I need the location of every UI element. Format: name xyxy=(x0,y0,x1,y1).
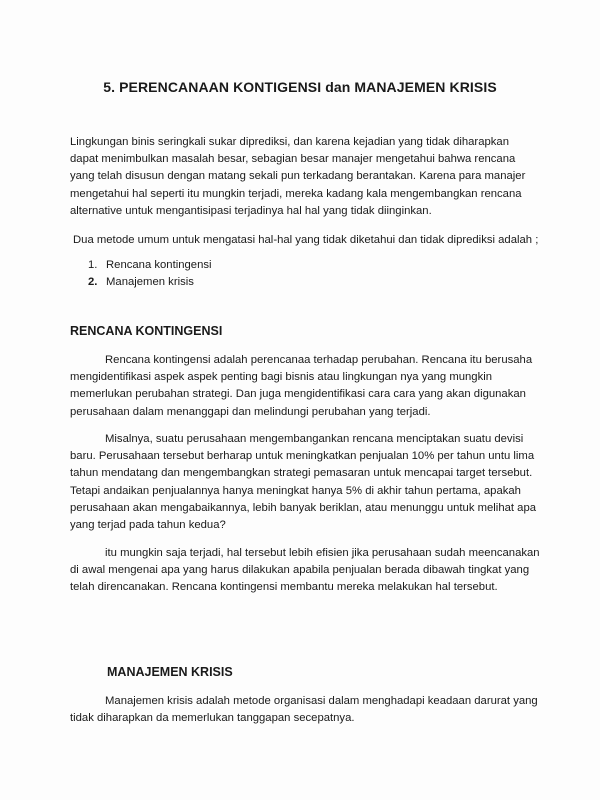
intro-paragraph: Lingkungan binis seringkali sukar diprediksi, dan karena kejadian yang tidak diharapkan dapat menimbulkan masalah besar, sebagian besar manajer mengetahui bahwa rencana yang telah disusun dengan matang sekali pun terkadang berantakan. Karena para manajer mengetahui hal seperti itu mungkin terjadi, mereka kadang kala mengembangkan rencana alternative untuk mengantisipasi terjadinya hal hal yang tidak diinginkan. xyxy=(70,136,526,217)
section-heading-rencana-kontingensi: RENCANA KONTINGENSI xyxy=(70,324,223,338)
section-heading-manajemen-krisis: MANAJEMEN KRISIS xyxy=(107,665,233,679)
page-title: 5. PERENCANAAN KONTIGENSI dan MANAJEMEN KRISIS xyxy=(103,79,497,95)
methods-list xyxy=(88,257,212,291)
list-item xyxy=(88,257,212,274)
methods-lead-paragraph: Dua metode umum untuk mengatasi hal-hal yang tidak diketahui dan tidak diprediksi adalah ; xyxy=(73,234,539,246)
list-item-label: Rencana kontingensi xyxy=(106,259,212,271)
list-number: 2. xyxy=(88,276,98,289)
section1-paragraph-3: itu mungkin saja terjadi, hal tersebut lebih efisien jika perusahaan sudah meencanakan di awal mengenai apa yang harus dilakukan apabila penjualan berada dibawah tingkat yang telah direncanakan. Rencana kontingensi membantu mereka melakukan hal tersebut. xyxy=(70,547,540,594)
section1-paragraph-1: Rencana kontingensi adalah perencanaa terhadap perubahan. Rencana itu berusaha mengidentifikasi aspek aspek penting bagi bisnis atau lingkungan nya yang mungkin memerlukan perubahan strategi. Dan juga mengidentifikasi cara cara yang akan digunakan perusahaan dalam menanggapi dan melindungi perubahan yang terjadi. xyxy=(70,354,533,418)
section1-paragraph-2: Misalnya, suatu perusahaan mengembangankan rencana menciptakan suatu devisi baru. Perusahaan tersebut berharap untuk meningkatkan penjualan 10% per tahun untu lima tahun mendatang dan mengembangkan strategi pemasaran untuk mencapai target tersebut. Tetapi andaikan penjualannya hanya meningkat hanya 5% di akhir tahun pertama, apakah perusahaan akan mengabaikannya, lebih banyak beriklan, atau menunggu untuk melihat apa yang terjad pada tahun kedua? xyxy=(70,433,537,532)
list-item-label: Manajemen krisis xyxy=(106,276,194,289)
list-number: 1. xyxy=(88,259,98,271)
list-item xyxy=(88,274,212,291)
section2-paragraph-1: Manajemen krisis adalah metode organisasi dalam menghadapi keadaan darurat yang tidak diharapkan da memerlukan tanggapan secepatnya. xyxy=(70,695,538,725)
